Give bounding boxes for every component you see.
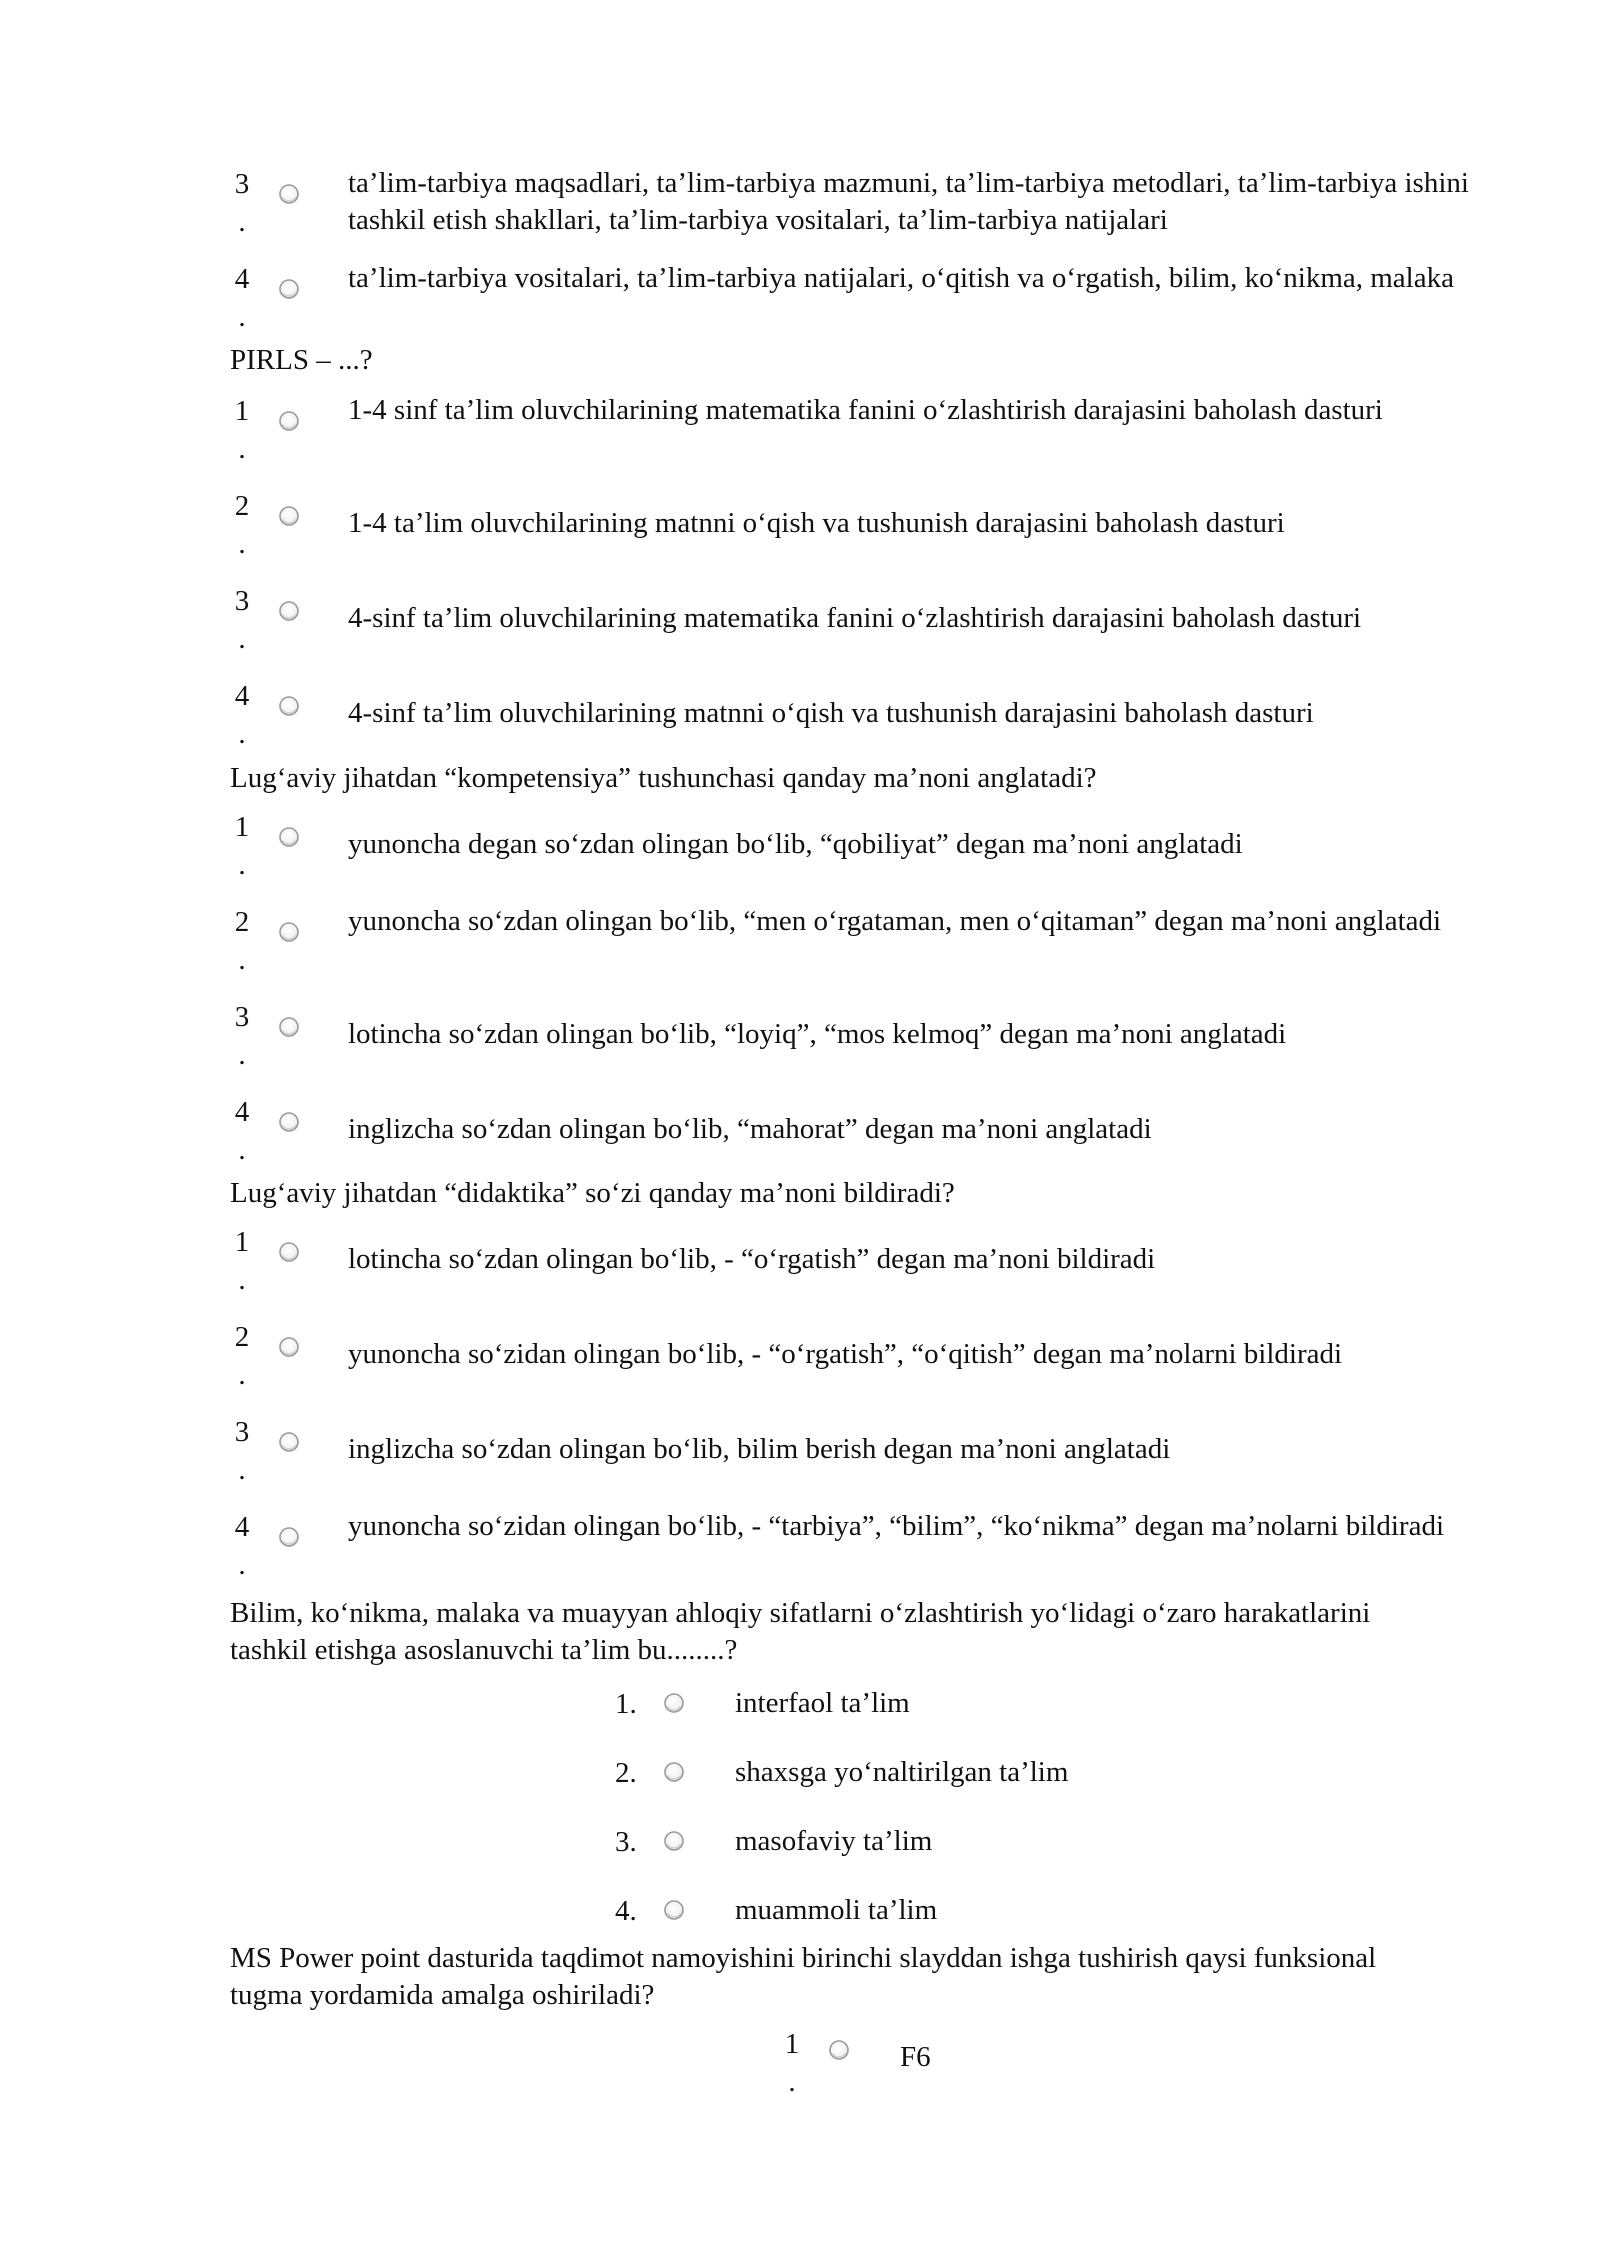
radio-button-icon[interactable] <box>278 278 300 300</box>
answer-option[interactable] <box>230 165 1530 240</box>
answer-option[interactable] <box>615 1685 1315 1735</box>
radio-button-icon[interactable] <box>278 695 300 717</box>
option-text: interfaol ta’lim <box>735 1687 910 1719</box>
option-number: 2 . <box>234 1321 250 1391</box>
option-number: 1 . <box>234 1226 250 1296</box>
radio-button-icon[interactable] <box>828 2039 850 2061</box>
radio-button-icon[interactable] <box>278 1111 300 1133</box>
radio-button-icon[interactable] <box>278 1526 300 1548</box>
question-text: PIRLS – ...? <box>230 344 373 376</box>
radio-button-icon[interactable] <box>278 183 300 205</box>
radio-button-icon[interactable] <box>278 505 300 527</box>
option-number: 3. <box>615 1826 637 1858</box>
option-number: 1. <box>615 1688 637 1720</box>
option-text: muammoli ta’lim <box>735 1894 938 1926</box>
radio-button-icon[interactable] <box>663 1899 685 1921</box>
radio-button-icon[interactable] <box>663 1692 685 1714</box>
option-number: 2. <box>615 1757 637 1789</box>
question-text: Lug‘aviy jihatdan “kompetensiya” tushunchasi qanday ma’noni anglatadi? <box>230 762 1097 794</box>
answer-option[interactable] <box>230 1318 1530 1393</box>
option-number: 3 . <box>234 1001 250 1071</box>
option-text: yunoncha so‘zidan olingan bo‘lib, - “o‘rgatish”, “o‘qitish” degan ma’nolarni bildiradi <box>348 1338 1343 1370</box>
option-text: masofaviy ta’lim <box>735 1825 933 1857</box>
option-number: 3 . <box>234 168 250 238</box>
radio-button-icon[interactable] <box>663 1830 685 1852</box>
option-text: 4-sinf ta’lim oluvchilarining matnni o‘qish va tushunish darajasini baholash dasturi <box>348 697 1314 729</box>
answer-option[interactable] <box>230 1223 1530 1298</box>
question-text: Bilim, ko‘nikma, malaka va muayyan ahloqiy sifatlarni o‘zlashtirish yo‘lidagi o‘zaro harakatlarini tashkil etishga asoslanuvchi ta’lim bu........? <box>230 1597 1371 1666</box>
radio-button-icon[interactable] <box>278 1431 300 1453</box>
answer-option[interactable] <box>230 1093 1530 1168</box>
option-text: ta’lim-tarbiya maqsadlari, ta’lim-tarbiya mazmuni, ta’lim-tarbiya metodlari, ta’lim-tarbiya ishini tashkil etish shakllari, ta’lim-tarbiya vositalari, ta’lim-tarbiya natijalari <box>348 167 1469 236</box>
radio-button-icon[interactable] <box>278 410 300 432</box>
radio-button-icon[interactable] <box>278 1241 300 1263</box>
answer-option[interactable] <box>615 1823 1315 1873</box>
option-number: 4 . <box>234 680 250 750</box>
option-number: 2 . <box>234 490 250 560</box>
answer-option[interactable] <box>230 260 1530 335</box>
option-number: 1 . <box>234 811 250 881</box>
radio-button-icon[interactable] <box>663 1761 685 1783</box>
answer-option[interactable] <box>230 677 1530 752</box>
option-text: yunoncha degan so‘zdan olingan bo‘lib, “qobiliyat” degan ma’noni anglatadi <box>348 828 1243 860</box>
option-text: yunoncha so‘zdan olingan bo‘lib, “men o‘rgataman, men o‘qitaman” degan ma’noni anglatadi <box>348 905 1442 937</box>
option-text: yunoncha so‘zidan olingan bo‘lib, - “tarbiya”, “bilim”, “ko‘nikma” degan ma’nolarni bildiradi <box>348 1510 1444 1542</box>
answer-option[interactable] <box>230 808 1530 883</box>
option-text: 1-4 sinf ta’lim oluvchilarining matematika fanini o‘zlashtirish darajasini baholash dasturi <box>348 394 1383 426</box>
option-text: inglizcha so‘zdan olingan bo‘lib, “mahorat” degan ma’noni anglatadi <box>348 1113 1152 1145</box>
answer-option[interactable] <box>230 392 1530 467</box>
option-number: 3 . <box>234 1416 250 1486</box>
option-text: 4-sinf ta’lim oluvchilarining matematika fanini o‘zlashtirish darajasini baholash dasturi <box>348 602 1362 634</box>
answer-option[interactable] <box>230 903 1530 978</box>
answer-option[interactable] <box>615 1754 1315 1804</box>
radio-button-icon[interactable] <box>278 826 300 848</box>
option-number: 3 . <box>234 585 250 655</box>
radio-button-icon[interactable] <box>278 600 300 622</box>
radio-button-icon[interactable] <box>278 921 300 943</box>
option-number: 1 . <box>234 395 250 465</box>
option-text: F6 <box>900 2041 931 2073</box>
option-text: ta’lim-tarbiya vositalari, ta’lim-tarbiya natijalari, o‘qitish va o‘rgatish, bilim, ko‘nikma, malaka <box>348 262 1454 294</box>
option-number: 4. <box>615 1895 637 1927</box>
option-number: 4 . <box>234 1096 250 1166</box>
answer-option[interactable] <box>230 582 1530 657</box>
answer-option[interactable] <box>230 1508 1530 1583</box>
option-number: 4 . <box>234 1511 250 1581</box>
option-text: shaxsga yo‘naltirilgan ta’lim <box>735 1756 1069 1788</box>
option-text: inglizcha so‘zdan olingan bo‘lib, bilim berish degan ma’noni anglatadi <box>348 1433 1171 1465</box>
radio-button-icon[interactable] <box>278 1016 300 1038</box>
answer-option[interactable] <box>615 1892 1315 1942</box>
radio-button-icon[interactable] <box>278 1336 300 1358</box>
option-number: 2 . <box>234 906 250 976</box>
answer-option[interactable] <box>230 487 1530 562</box>
answer-option[interactable] <box>230 998 1530 1073</box>
option-text: lotincha so‘zdan olingan bo‘lib, - “o‘rgatish” degan ma’noni bildiradi <box>348 1243 1156 1275</box>
option-text: 1-4 ta’lim oluvchilarining matnni o‘qish va tushunish darajasini baholash dasturi <box>348 507 1285 539</box>
question-text: Lug‘aviy jihatdan “didaktika” so‘zi qanday ma’noni bildiradi? <box>230 1177 955 1209</box>
option-number: 4 . <box>234 263 250 333</box>
answer-option[interactable] <box>780 2025 1180 2100</box>
option-number: 1 . <box>784 2028 800 2098</box>
option-text: lotincha so‘zdan olingan bo‘lib, “loyiq”, “mos kelmoq” degan ma’noni anglatadi <box>348 1018 1287 1050</box>
answer-option[interactable] <box>230 1413 1530 1488</box>
question-text: MS Power point dasturida taqdimot namoyishini birinchi slayddan ishga tushirish qaysi funksional tugma yordamida amalga oshiriladi? <box>230 1942 1377 2011</box>
